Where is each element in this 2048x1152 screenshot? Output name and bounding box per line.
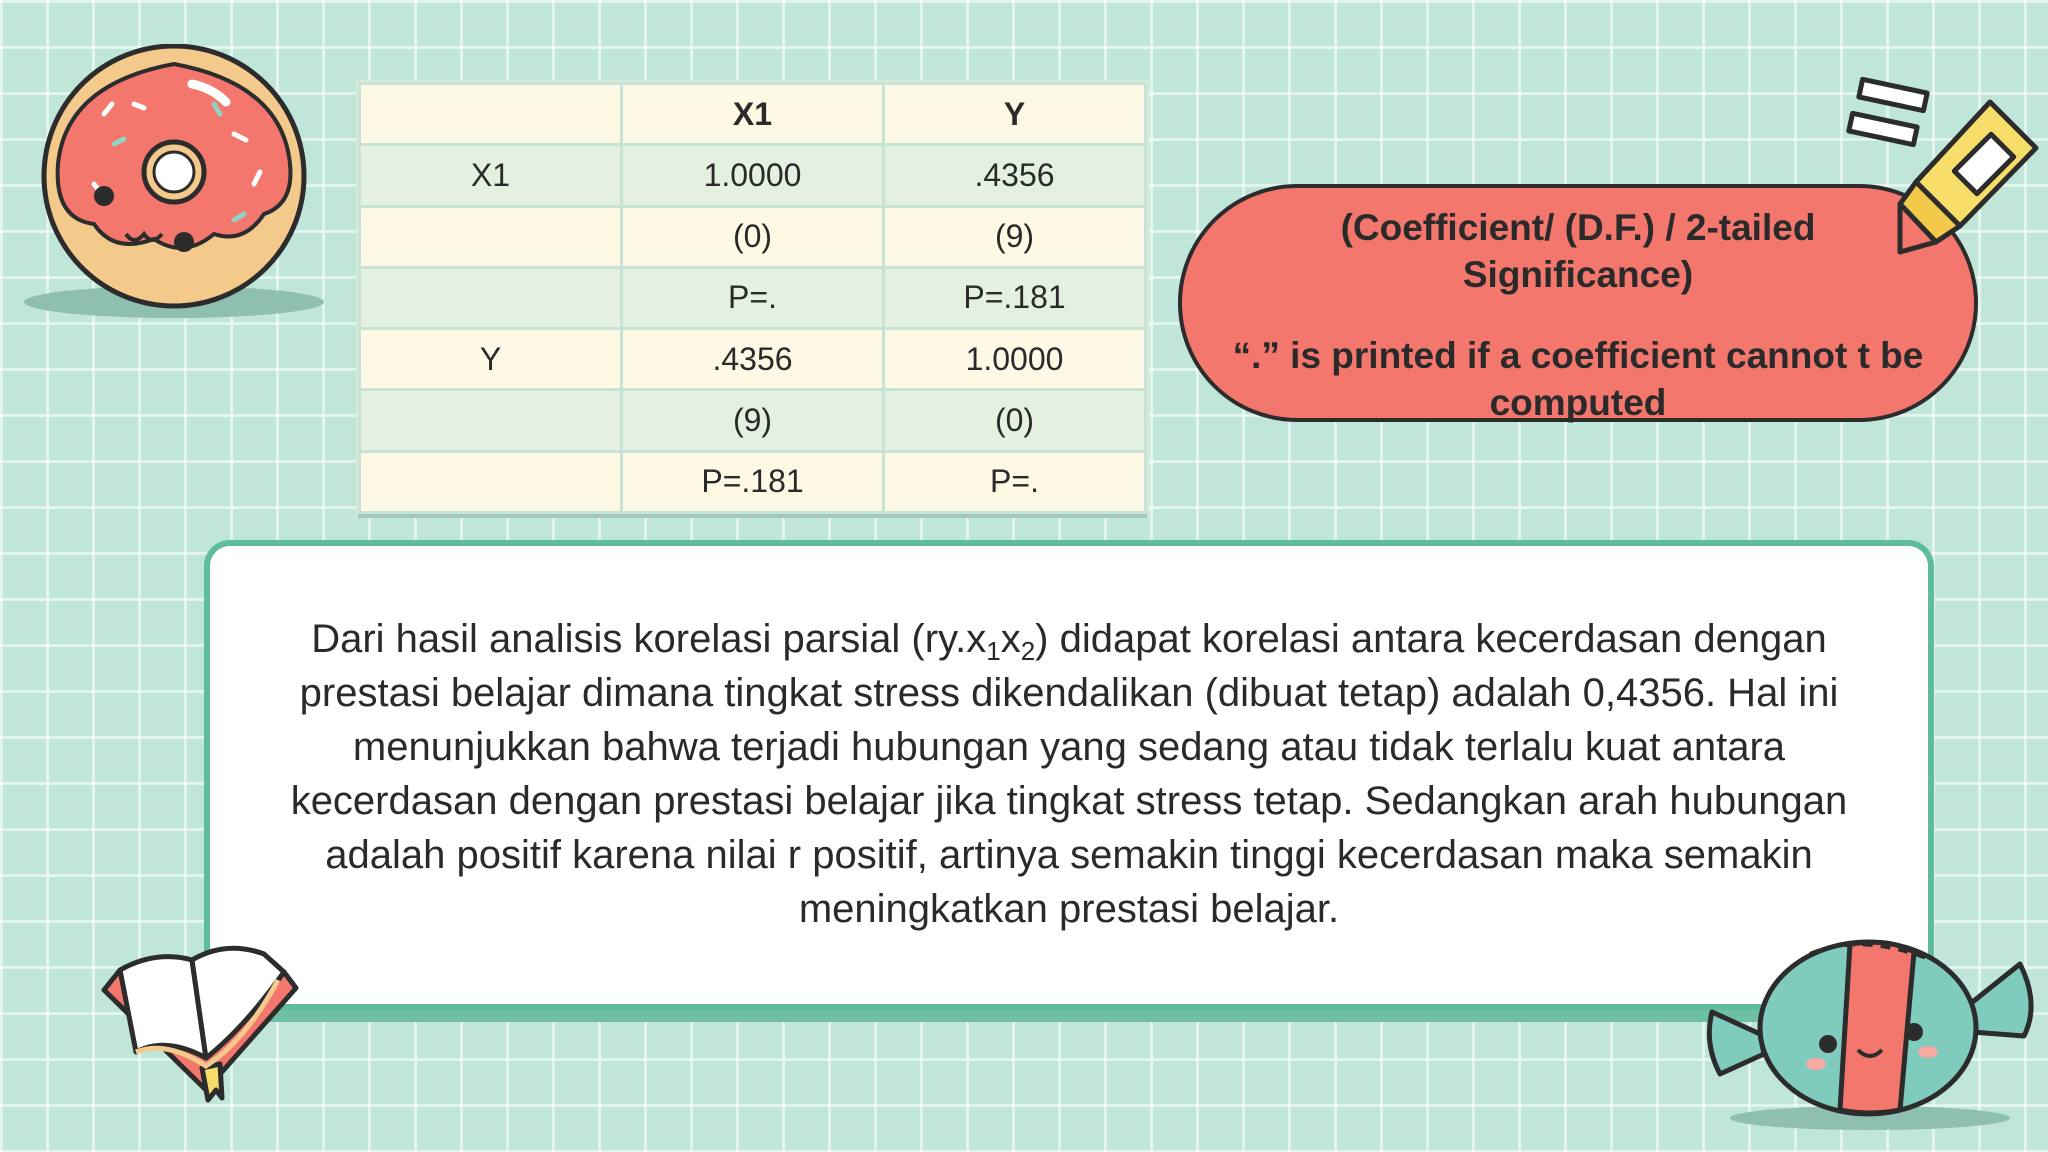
table-cell — [360, 267, 622, 328]
table-cell: (9) — [622, 390, 884, 451]
table-row — [360, 390, 1146, 451]
table-row — [360, 451, 1146, 512]
table-cell: Y — [360, 329, 622, 390]
table-row — [360, 329, 1146, 390]
table-cell: P=.181 — [884, 267, 1146, 328]
table-header-cell: Y — [884, 84, 1146, 145]
highlighter-icon — [1840, 76, 2048, 256]
correlation-table — [358, 82, 1147, 514]
conclusion-text-part: ) didapat korelasi antara kecerdasan dengan prestasi belajar dimana tingkat stress dikendalikan (dibuat tetap) adalah 0,4356. Hal ini menunjukkan bahwa terjadi hubungan yang sedang atau tidak terlalu kuat antara kecerdasan dengan prestasi belajar jika tingkat stress tetap. Sedangkan arah hubungan adalah positif karena nilai r positif, artinya semakin tinggi kecerdasan maka semakin meningkatkan prestasi belajar. — [290, 617, 1848, 931]
table-cell: 1.0000 — [622, 145, 884, 206]
conclusion-card — [204, 540, 1934, 1010]
table-cell: (0) — [884, 390, 1146, 451]
subscript: 1 — [986, 636, 1001, 666]
table-row — [360, 267, 1146, 328]
note-legend-text: (Coefficient/ (D.F.) / 2-tailed Significance) — [1340, 207, 1816, 295]
table-cell: (9) — [884, 206, 1146, 267]
table-cell — [360, 206, 622, 267]
table-row — [360, 145, 1146, 206]
table-cell: .4356 — [622, 329, 884, 390]
table-cell: X1 — [360, 145, 622, 206]
table-cell: P=. — [884, 451, 1146, 512]
donut-icon — [14, 44, 334, 324]
book-icon — [96, 940, 306, 1110]
table-cell: P=.181 — [622, 451, 884, 512]
table-cell: P=. — [622, 267, 884, 328]
table-header-cell: X1 — [622, 84, 884, 145]
subscript: 2 — [1020, 636, 1036, 666]
table-cell: .4356 — [884, 145, 1146, 206]
table-cell — [360, 451, 622, 512]
table-header-row — [360, 84, 1146, 145]
note-missing-text: “.” is printed if a coefficient cannot t be computed — [1232, 335, 1924, 423]
table-cell — [360, 390, 622, 451]
table-header-cell — [360, 84, 622, 145]
table-cell: 1.0000 — [884, 329, 1146, 390]
candy-icon — [1700, 924, 2040, 1134]
table-cell: (0) — [622, 206, 884, 267]
conclusion-text-part: x — [1000, 617, 1021, 661]
conclusion-text — [250, 612, 1888, 936]
table-row — [360, 206, 1146, 267]
conclusion-text-part: Dari hasil analisis korelasi parsial (ry.x — [311, 617, 987, 661]
